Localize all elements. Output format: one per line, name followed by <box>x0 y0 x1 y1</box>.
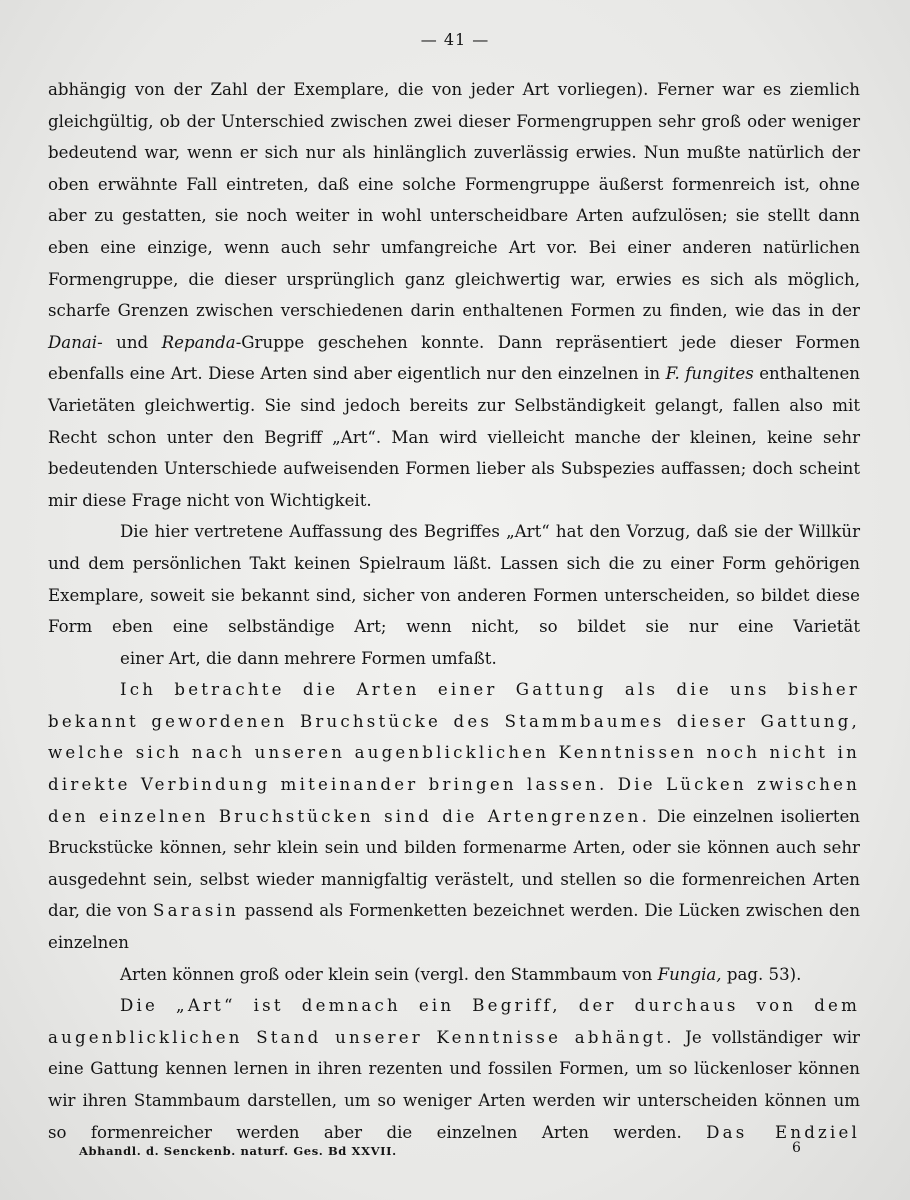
italic-segment: Fungia, <box>657 964 722 984</box>
paragraph-1 <box>48 74 860 516</box>
paragraph-last-line: mir diese Frage nicht von Wichtigkeit. <box>48 490 372 510</box>
italic-segment: Repanda <box>161 332 236 352</box>
publication-footer: Abhandl. d. Senckenb. naturf. Ges. Bd XXVII. <box>79 1144 397 1158</box>
paragraph-4 <box>48 990 860 1148</box>
text-segment: abhängig von der Zahl der Exemplare, die von jeder Art vorliegen). Ferner war es ziemlich gleichgültig, ob der Unterschied zwischen zwei dieser Formengruppen sehr groß oder weniger bedeutend war, wenn er sich nur als hinlänglich zuverlässig erwies. Nun mußte natürlich der oben erwähnte Fall eintreten, daß eine solche Formengruppe äußerst formenreich ist, ohne aber zu gestatten, sie noch weiter in wohl unterscheidbare Arten aufzulösen; sie stellt dann eben eine einzige, wenn auch sehr umfangreiche Art vor. Bei einer anderen natürlichen Formengruppe, die dieser ursprünglich ganz gleichwertig war, erwies es sich als möglich, scharfe Grenzen zwischen verschiedenen darin enthaltenen Formen zu finden, wie das in der <box>48 80 860 321</box>
paragraph-3 <box>48 674 860 990</box>
spaced-segment: Sarasin <box>153 901 240 921</box>
paragraph-last-line: einer Art, die dann mehrere Formen umfaßt. <box>120 648 497 668</box>
sheet-number: 6 <box>792 1140 801 1156</box>
text-segment: Arten können groß oder klein sein (vergl. den Stammbaum von <box>120 964 658 984</box>
text-segment: -Gruppe geschehen konnte. Dann repräsentiert jede dieser Formen ebenfalls eine Art. Diese Arten sind aber eigentlich nur den einzelnen in <box>48 332 861 384</box>
spaced-segment: Das Endziel <box>706 1122 861 1142</box>
text-segment: enthaltenen Varietäten gleichwertig. Sie sind jedoch bereits zur Selbständigkeit gelangt, fallen also mit Recht schon unter den Begriff „Art“. Man wird vielleicht manche der kleinen, keine sehr bedeutenden Unterschiede aufweisenden Formen lieber als Subspezies auffassen; doch scheint <box>48 364 860 479</box>
body-text <box>48 74 860 1148</box>
paragraph-last-line <box>48 959 860 991</box>
text-segment: Je vollständiger wir eine Gattung kennen lernen in ihren rezenten und fossilen Formen, um so lückenloser können wir ihren Stammbaum darstellen, um so weniger Arten werden wir unterscheiden können um so formenreicher werden aber die einzelnen Arten werden. <box>48 1027 860 1142</box>
text-segment: passend als Formenketten bezeichnet werden. Die Lücken zwischen den einzelnen <box>48 901 861 953</box>
text-segment: Die hier vertretene Auffassung des Begriffes „Art“ hat den Vorzug, daß sie der Willkür und dem persönlichen Takt keinen Spielraum läßt. Lassen sich die zu einer Form gehörigen Exemplare, soweit sie bekannt sind, sicher von anderen Formen unterscheiden, so bildet diese Form eben eine selbständige Art; wenn nicht, so bildet sie nur eine Varietät <box>48 522 860 637</box>
text-segment: und <box>102 332 162 352</box>
text-segment: pag. 53). <box>721 964 802 984</box>
spaced-segment: Ich betrachte die Arten einer Gattung als die uns bisher bekannt gewordenen Bruchstücke des Stammbaumes dieser Gattung, welche sich nach unseren augenblicklichen Kenntnissen noch nicht in direkte Verbindung miteinander bringen lassen. Die Lücken zwischen den einzelnen Bruchstücken sind die Artengrenzen. <box>48 680 860 826</box>
text-segment: Die einzelnen isolierten Bruckstücke können, sehr klein sein und bilden formenarme Arten, oder sie können auch sehr ausgedehnt sein, selbst wieder mannigfaltig verästelt, und stellen so die formenreichen Arten dar, die von <box>48 806 860 921</box>
italic-segment: Danai- <box>48 332 103 352</box>
page-number: — 41 — <box>420 30 490 49</box>
spaced-segment: Die „Art“ ist demnach ein Begriff, der durchaus von dem augenblicklichen Stand unserer Kenntnisse abhängt. <box>48 996 860 1047</box>
paragraph-2 <box>48 516 860 674</box>
italic-segment: F. fungites <box>665 364 754 384</box>
